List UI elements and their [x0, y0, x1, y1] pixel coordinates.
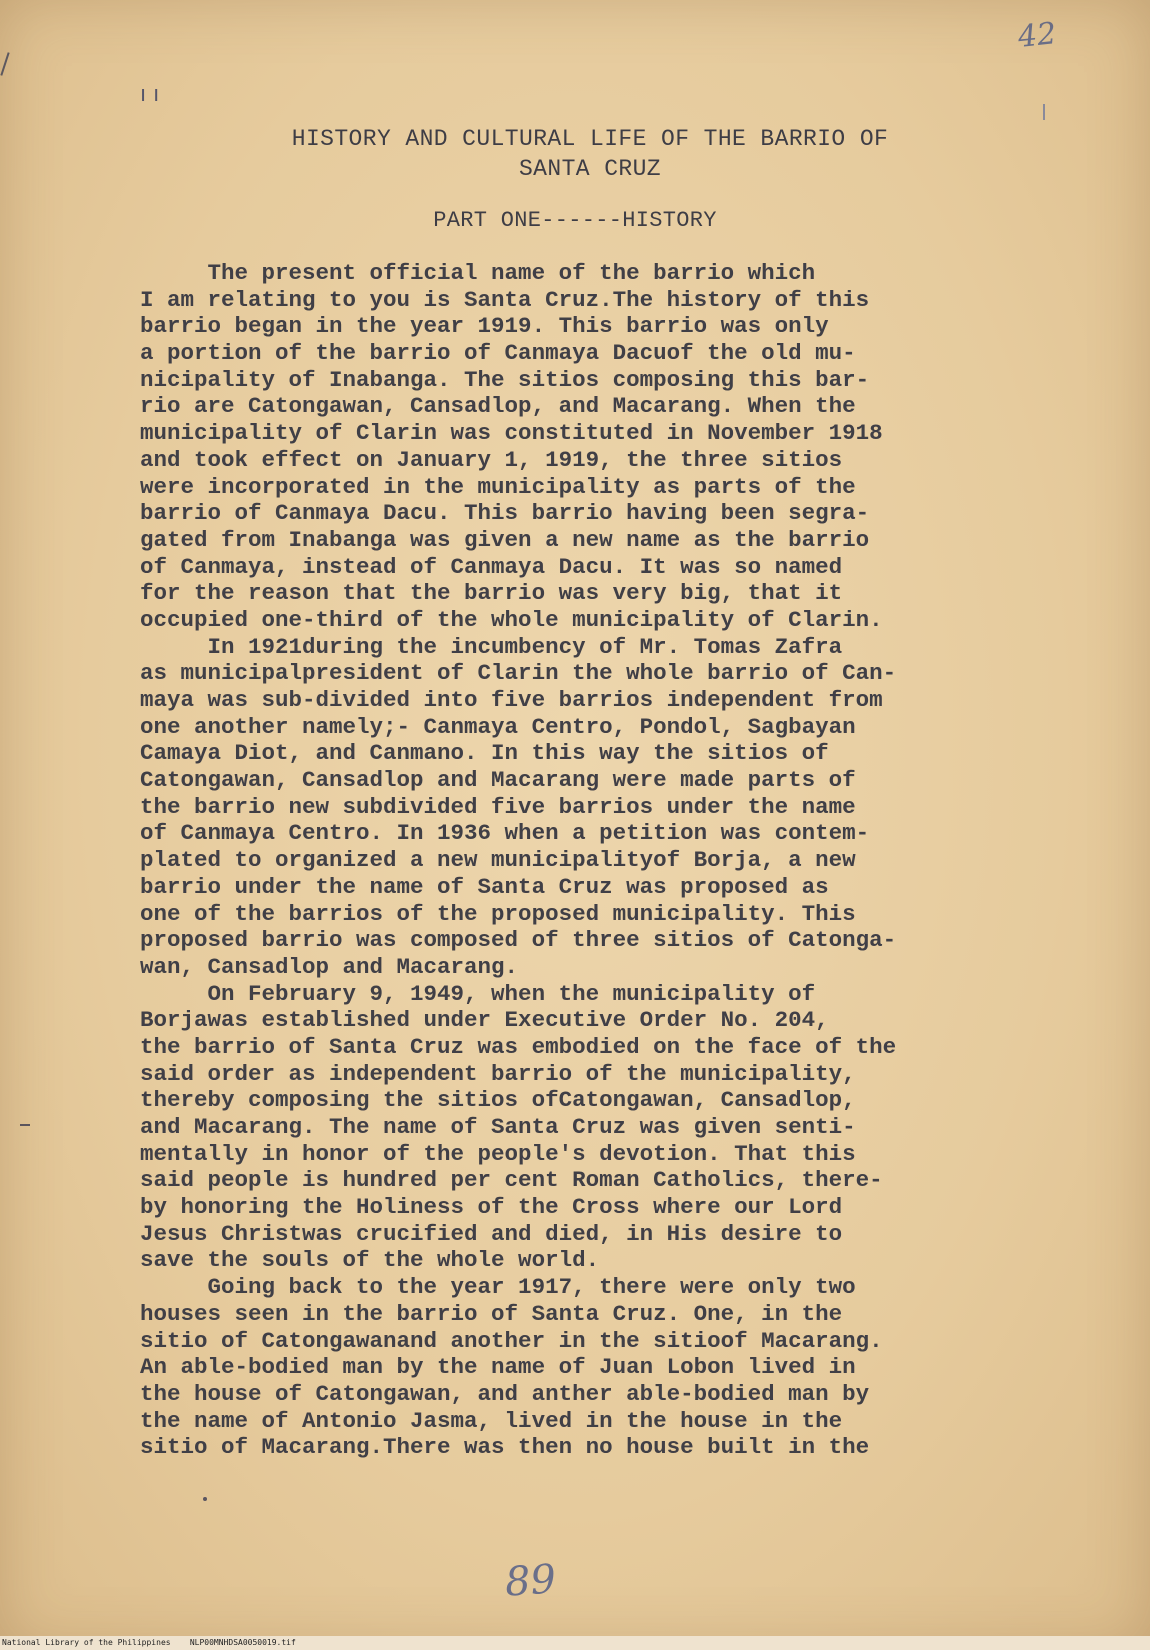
ink-speck: [203, 1497, 207, 1501]
body-line: An able-bodied man by the name of Juan Lobon lived in: [140, 1354, 856, 1381]
body-line: wan, Cansadlop and Macarang.: [140, 953, 519, 980]
body-line: were incorporated in the municipality as parts of the: [140, 473, 856, 500]
body-line: Camaya Diot, and Canmano. In this way the sitios of: [140, 740, 829, 767]
ink-tick: [1043, 104, 1045, 120]
body-line: sitio of Catongawanand another in the sitioof Macarang.: [140, 1327, 883, 1354]
body-line: the house of Catongawan, and anther able-bodied man by: [140, 1380, 870, 1407]
body-line: said people is hundred per cent Roman Catholics, there-: [140, 1167, 883, 1194]
body-line: In 1921during the incumbency of Mr. Tomas Zafra: [140, 633, 843, 660]
handwritten-page-number-bottom: 89: [503, 1556, 558, 1606]
body-line: and Macarang. The name of Santa Cruz was given senti-: [140, 1114, 856, 1140]
body-line: nicipality of Inabanga. The sitios composing this bar-: [140, 366, 870, 393]
body-line: barrio of Canmaya Dacu. This barrio having been segra-: [140, 500, 870, 527]
body-line: proposed barrio was composed of three sitios of Catonga-: [140, 927, 897, 954]
body-line: houses seen in the barrio of Santa Cruz. One, in the: [140, 1300, 843, 1327]
body-line: occupied one-third of the whole municipality of Clarin.: [140, 606, 883, 633]
part-heading: PART ONE------HISTORY: [433, 208, 717, 233]
body-line: a portion of the barrio of Canmaya Dacuof the old mu-: [140, 340, 856, 367]
body-line: plated to organized a new municipalityof Borja, a new: [140, 847, 856, 874]
body-text: [140, 260, 1035, 1461]
body-line: On February 9, 1949, when the municipality of: [140, 980, 816, 1007]
scan-stamp: National Library of the Philippines NLP00MNHDSA0050019.tif: [0, 1636, 1150, 1650]
body-line: municipality of Clarin was constituted in November 1918: [140, 420, 883, 447]
body-line: as municipalpresident of Clarin the whole barrio of Can-: [140, 660, 897, 687]
body-line: sitio of Macarang.There was then no house built in the: [140, 1434, 870, 1461]
body-line: said order as independent barrio of the municipality,: [140, 1060, 856, 1087]
body-line: mentally in honor of the people's devotion. That this: [140, 1140, 856, 1167]
body-line: gated from Inabanga was given a new name as the barrio: [140, 526, 870, 553]
body-line: one another namely;- Canmaya Centro, Pondol, Sagbayan: [140, 713, 856, 740]
body-line: of Canmaya Centro. In 1936 when a petition was contem-: [140, 820, 870, 847]
body-line: rio are Catongawan, Cansadlop, and Macarang. When the: [140, 393, 856, 420]
body-line: the name of Antonio Jasma, lived in the house in the: [140, 1407, 843, 1434]
body-line: barrio under the name of Santa Cruz was proposed as: [140, 873, 829, 900]
body-line: barrio began in the year 1919. This barrio was only: [140, 313, 829, 340]
ink-mark: ı ı: [140, 82, 160, 107]
pencil-mark: [0, 52, 9, 75]
title-line-2: SANTA CRUZ: [518, 156, 662, 182]
handwritten-page-number-top: 42: [1016, 16, 1058, 55]
document-title: [0, 124, 1150, 184]
body-line: I am relating to you is Santa Cruz.The history of this: [140, 286, 870, 313]
body-line: save the souls of the whole world.: [140, 1247, 600, 1274]
body-line: the barrio of Santa Cruz was embodied on the face of the: [140, 1033, 897, 1060]
body-line: Jesus Christwas crucified and died, in His desire to: [140, 1220, 843, 1247]
body-line: Borjawas established under Executive Order No. 204,: [140, 1007, 829, 1034]
body-line: of Canmaya, instead of Canmaya Dacu. It was so named: [140, 553, 843, 580]
body-line: thereby composing the sitios ofCatongawan, Cansadlop,: [140, 1087, 856, 1114]
body-line: maya was sub-divided into five barrios independent from: [140, 687, 883, 713]
body-line: the barrio new subdivided five barrios under the name: [140, 793, 856, 820]
body-line: Catongawan, Cansadlop and Macarang were made parts of: [140, 767, 856, 794]
title-line-1: HISTORY AND CULTURAL LIFE OF THE BARRIO OF: [291, 126, 889, 152]
body-line: and took effect on January 1, 1919, the three sitios: [140, 446, 843, 473]
body-line: for the reason that the barrio was very big, that it: [140, 580, 843, 607]
body-line: by honoring the Holiness of the Cross where our Lord: [140, 1194, 843, 1221]
body-line: Going back to the year 1917, there were only two: [140, 1274, 856, 1301]
body-line: The present official name of the barrio which: [140, 260, 816, 286]
body-line: one of the barrios of the proposed municipality. This: [140, 900, 856, 927]
ink-speck: [20, 1124, 30, 1126]
